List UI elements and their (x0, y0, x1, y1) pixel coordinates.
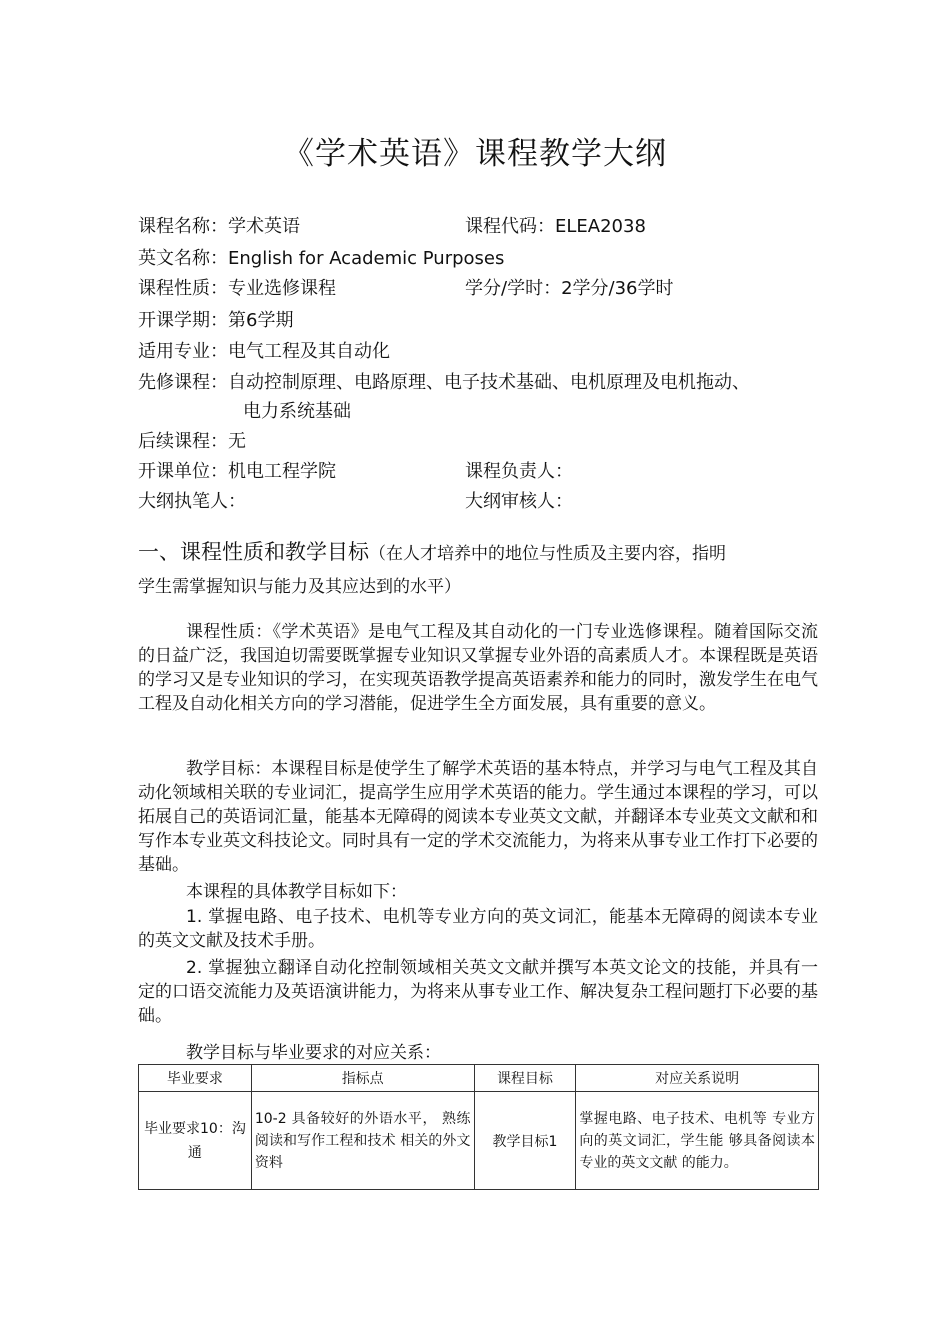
header-course-goal: 课程目标 (474, 1065, 576, 1092)
section-1-note: （在人才培养中的地位与性质及主要内容，指明 (369, 544, 726, 564)
paragraph-goal-intro: 本课程的具体教学目标如下： (186, 882, 407, 902)
syllabus-reviewer: 大纲审核人： (465, 491, 573, 512)
paragraph-goal-2: 2. 掌握独立翻译自动化控制领域相关英文文献并撰写本英文论文的技能，并具有一定的口语交流能力及英语演讲能力，为将来从事专业工作、解决复杂工程问题打下必要的基础。 (138, 958, 818, 1026)
paragraph-teaching-goal: 教学目标：本课程目标是使学生了解学术英语的基本特点，并学习与电气工程及其自动化领域相关联的专业词汇，提高学生应用学术英语的能力。学生通过本课程的学习，可以拓展自己的英语词汇量，能基本无障碍的阅读本专业英文文献，并翻译本专业英文文献和和写作本专业英文科技论文。同时具有一定的学术交流能力，为将来从事专业工作打下必要的基础。 (138, 759, 818, 875)
course-semester: 开课学期：第6学期 (138, 310, 294, 331)
paragraph-goal-1: 1. 掌握电路、电子技术、电机等专业方向的英文词汇，能基本无障碍的阅读本专业的英文文献及技术手册。 (138, 907, 818, 951)
course-nature: 课程性质：专业选修课程 (138, 278, 336, 299)
cell-indicator: 10-2 具备较好的外语水平， 熟练阅读和写作工程和技术 相关的外文资料 (251, 1092, 474, 1190)
header-requirement: 毕业要求 (139, 1065, 252, 1092)
section-1-heading (138, 536, 818, 566)
cell-requirement: 毕业要求10：沟通 (139, 1092, 252, 1190)
table-caption: 教学目标与毕业要求的对应关系： (186, 1043, 441, 1063)
header-relation: 对应关系说明 (576, 1065, 819, 1092)
prerequisites-line1: 先修课程：自动控制原理、电路原理、电子技术基础、电机原理及电机拖动、 (138, 372, 750, 393)
prerequisites-line2: 电力系统基础 (243, 401, 351, 422)
table-header-row (139, 1065, 819, 1092)
cell-course-goal: 教学目标1 (474, 1092, 576, 1190)
course-code: 课程代码：ELEA2038 (465, 216, 646, 237)
goal-requirement-table (138, 1064, 819, 1190)
syllabus-writer: 大纲执笔人： (138, 491, 246, 512)
table-row (139, 1092, 819, 1190)
paragraph-course-nature: 课程性质：《学术英语》是电气工程及其自动化的一门专业选修课程。随着国际交流的日益广泛，我国迫切需要既掌握专业知识又掌握专业外语的高素质人才。本课程既是英语的学习又是专业知识的学习，在实现英语教学提高英语素养和能力的同时，激发学生在电气工程及自动化相关方向的学习潜能，促进学生全方面发展，具有重要的意义。 (138, 622, 818, 714)
course-name: 课程名称：学术英语 (138, 216, 300, 237)
section-1-note-continued: 学生需掌握知识与能力及其应达到的水平） (138, 577, 461, 597)
department: 开课单位：机电工程学院 (138, 461, 336, 482)
course-credits: 学分/学时：2学分/36学时 (465, 278, 674, 299)
follow-up-courses: 后续课程：无 (138, 431, 246, 452)
page-title: 《学术英语》课程教学大纲 (283, 136, 667, 172)
applicable-major: 适用专业：电气工程及其自动化 (138, 341, 390, 362)
section-1-title: 一、课程性质和教学目标 (138, 540, 369, 564)
cell-relation: 掌握电路、电子技术、电机等 专业方向的英文词汇，学生能 够具备阅读本专业的英文文献 的能力。 (576, 1092, 819, 1190)
english-name: 英文名称：English for Academic Purposes (138, 248, 505, 269)
header-indicator: 指标点 (251, 1065, 474, 1092)
course-leader: 课程负责人： (465, 461, 573, 482)
